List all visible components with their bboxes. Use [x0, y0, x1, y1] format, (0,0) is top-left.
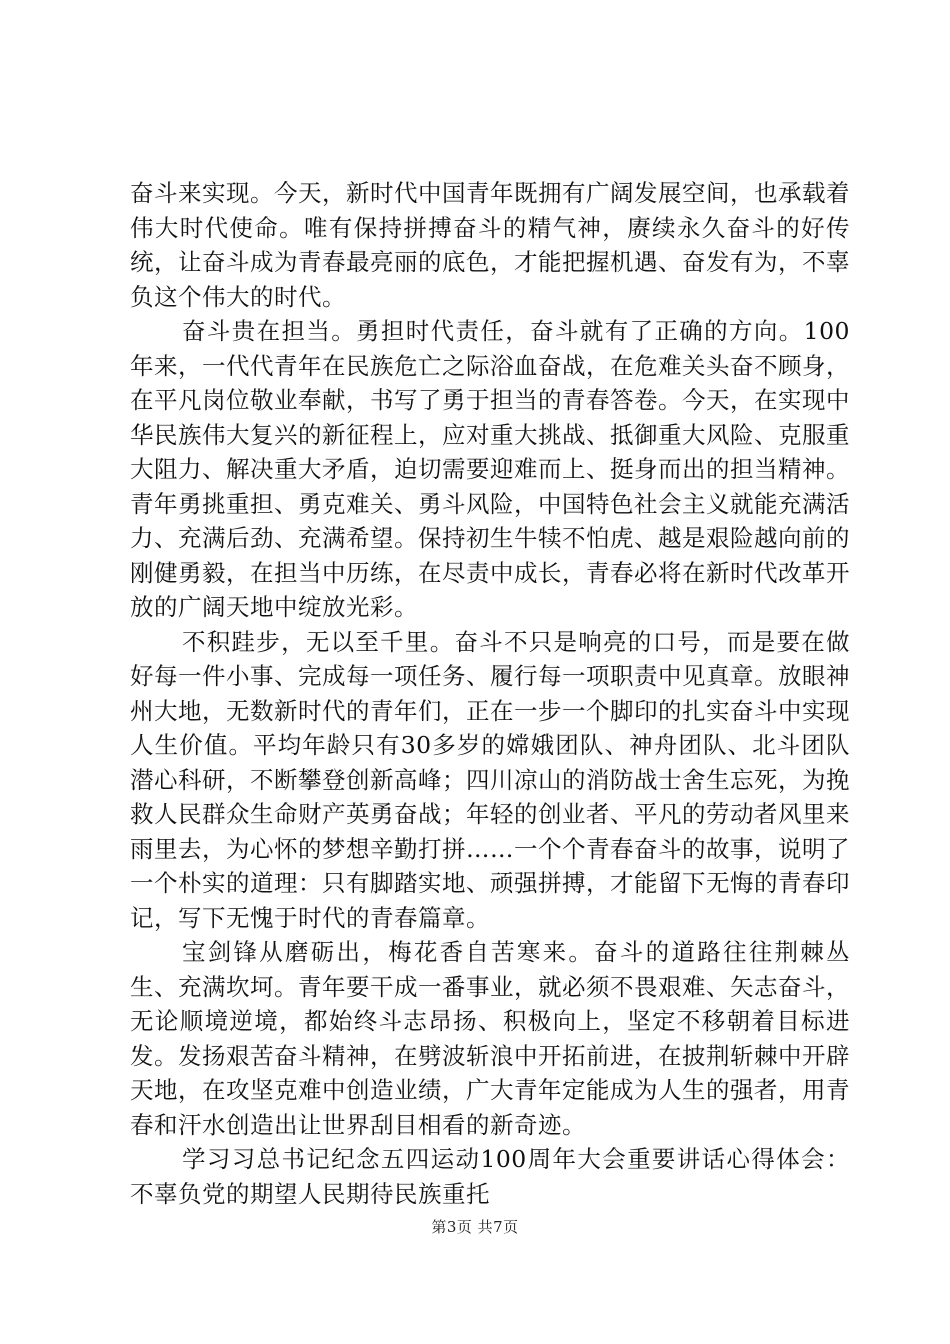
body-text — [130, 176, 850, 1211]
page-number: 第3页 共7页 — [431, 1218, 519, 1236]
paragraph-responsibility: 奋斗贵在担当。勇担时代责任，奋斗就有了正确的方向。100年来，一代代青年在民族危亡之际浴血奋战，在危难关头奋不顾身，在平凡岗位敬业奉献，书写了勇于担当的青春答卷。今天，在实现中华民族伟大复兴的新征程上，应对重大挑战、抵御重大风险、克服重大阻力、解决重大矛盾，迫切需要迎难而上、挺身而出的担当精神。青年勇挑重担、勇克难关、勇斗风险，中国特色社会主义就能充满活力、充满后劲、充满希望。保持初生牛犊不怕虎、越是艰险越向前的刚健勇毅，在担当中历练，在尽责中成长，青春必将在新时代改革开放的广阔天地中绽放光彩。 — [130, 317, 850, 621]
article-title: 学习习总书记纪念五四运动100周年大会重要讲话心得体会：不辜负党的期望人民期待民族重托 — [130, 1145, 850, 1208]
paragraph-hardship: 宝剑锋从磨砺出，梅花香自苦寒来。奋斗的道路往往荆棘丛生、充满坎坷。青年要干成一番事业，就必须不畏艰难、矢志奋斗，无论顺境逆境，都始终斗志昂扬、积极向上，坚定不移朝着目标进发。发扬艰苦奋斗精神，在劈波斩浪中开拓前进，在披荆斩棘中开辟天地，在攻坚克难中创造业绩，广大青年定能成为人生的强者，用青春和汗水创造出让世界刮目相看的新奇迹。 — [130, 938, 850, 1139]
paragraph-continuation: 奋斗来实现。今天，新时代中国青年既拥有广阔发展空间，也承载着伟大时代使命。唯有保持拼搏奋斗的精气神，赓续永久奋斗的好传统，让奋斗成为青春最亮丽的底色，才能把握机遇、奋发有为，不辜负这个伟大的时代。 — [130, 179, 850, 311]
paragraph-steady-steps: 不积跬步，无以至千里。奋斗不只是响亮的口号，而是要在做好每一件小事、完成每一项任务、履行每一项职责中见真章。放眼神州大地，无数新时代的青年们，正在一步一个脚印的扎实奋斗中实现人生价值。平均年龄只有30多岁的嫦娥团队、神舟团队、北斗团队潜心科研，不断攀登创新高峰；四川凉山的消防战士舍生忘死，为挽救人民群众生命财产英勇奋战；年轻的创业者、平凡的劳动者风里来雨里去，为心怀的梦想辛勤打拼……一个个青春奋斗的故事，说明了一个朴实的道理：只有脚踏实地、顽强拼搏，才能留下无悔的青春印记，写下无愧于时代的青春篇章。 — [130, 627, 850, 932]
